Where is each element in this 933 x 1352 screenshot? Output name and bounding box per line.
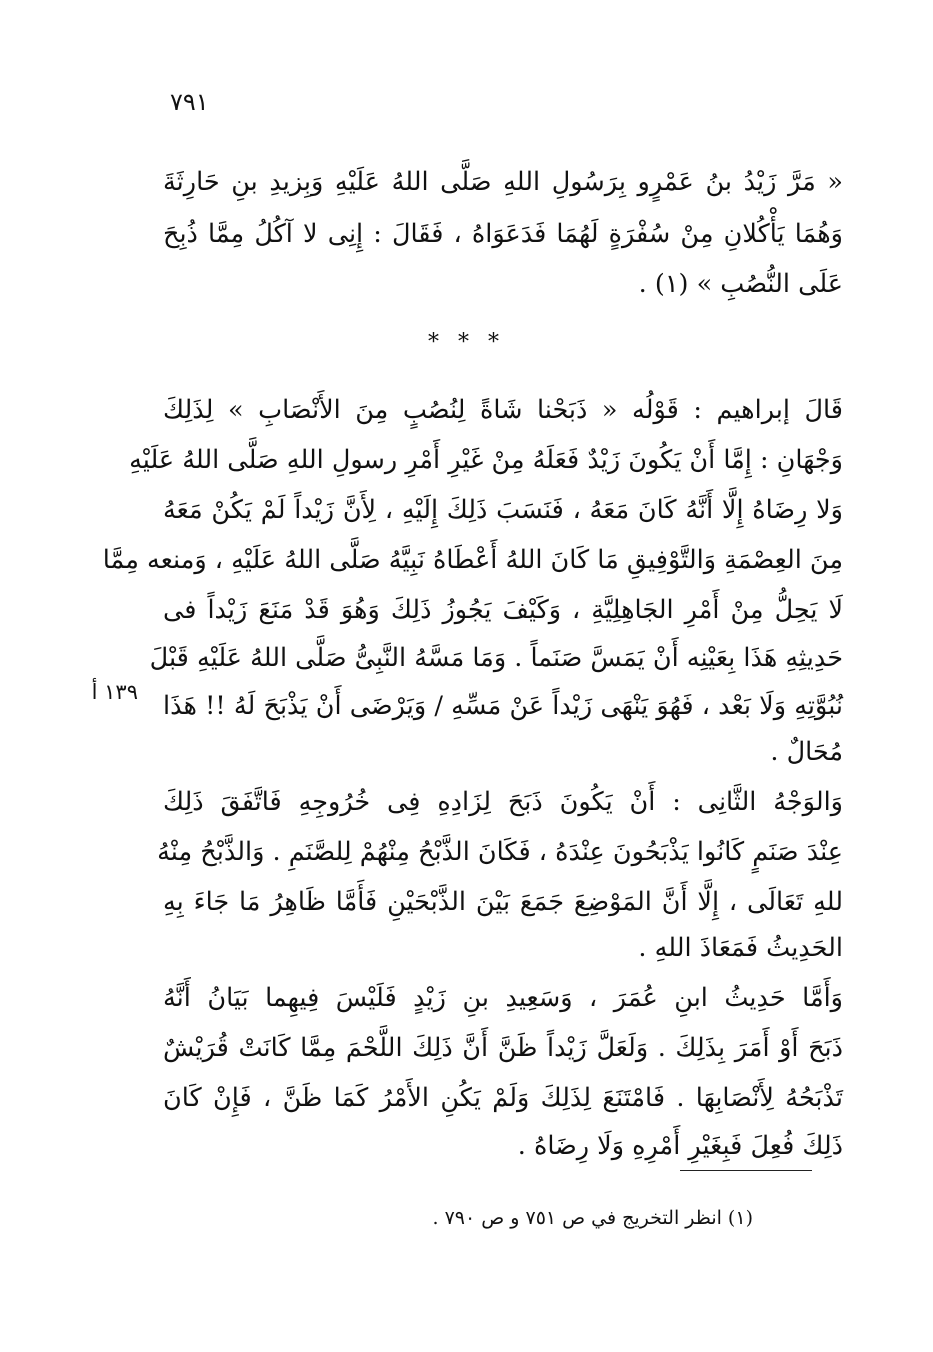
text-line: ذَبَحَ أَوْ أَمَرَ بِذَلِكَ . وَلَعَلَّ زَيْداً ظَنَّ أَنَّ ذَلِكَ اللَّحْمَ مِمَّا كَانَتْ قُرَيْشٌ (163, 1033, 843, 1063)
text-line: مُحَالٌ . (770, 737, 843, 767)
text-line: قَالَ إبراهيم : قَوْلُه « ذَبَحْنا شَاةً لِنُصُبٍ مِنَ الأَنْصَابِ » لِذَلِكَ (163, 395, 843, 425)
footnote-rule (680, 1170, 812, 1171)
text-line: مِنَ العِصْمَةِ وَالتَّوْفِيقِ مَا كَانَ اللهُ أَعْطَاهُ نَبِيَّهُ صَلَّى اللهُ عَلَيْهِ ، وَمنعه مِمَّا (102, 545, 843, 575)
footnote: (١) انظر التخريج في ص ٧٥١ و ص ٧٩٠ . (432, 1207, 753, 1229)
text-line: للهِ تَعَالَى ، إِلَّا أَنَّ المَوْضِعَ جَمَعَ بَيْنَ الذَّبْحَيْنِ فَأَمَّا ظَاهِرُ مَا جَاءَ بِهِ (163, 887, 843, 917)
margin-note: ١٣٩ أ (91, 680, 138, 704)
text-line: وَلا رِضَاهُ إِلَّا أَنَّهُ كَانَ مَعَهُ ، فَنَسَبَ ذَلِكَ إِلَيْهِ ، لِأَنَّ زَيْداً لَمْ يَكُنْ مَعَهُ (163, 495, 843, 525)
text-line: وَهُمَا يَأْكُلانِ مِنْ سُفْرَةٍ لَهُمَا فَدَعَوَاهُ ، فَقَالَ : إِنِى لا آكُلُ مِمَّا ذُبِحَ (163, 219, 843, 249)
text-line: « مَرَّ زَيْدُ بنُ عَمْرٍو بِرَسُولِ اللهِ صَلَّى اللهُ عَلَيْهِ وَبِزيدِ بنِ حَارِثَةَ (163, 167, 843, 197)
text-line: لَا يَحِلُّ مِنْ أَمْرِ الجَاهِلِيَّةِ ، وَكَيْفَ يَجُوزُ ذَلِكَ وَهُوَ قَدْ مَنَعَ زَيْداً فى (163, 595, 843, 625)
page-number: ٧٩١ (170, 88, 209, 116)
text-line: وَالوَجْهُ الثَّانِى : أَنْ يَكُونَ ذَبَحَ لِزَادِهِ فِى خُرُوجِهِ فَاتَّفَقَ ذَلِكَ (163, 787, 843, 817)
text-line: تَذْبَحُهُ لِأَنْصَابِهَا . فَامْتَنَعَ لِذَلِكَ وَلَمْ يَكُنِ الأَمْرُ كَمَا ظَنَّ ، فَإِنْ كَانَ (163, 1083, 843, 1113)
text-line: ذَلِكَ فُعِلَ فَبِغَيْرِ أَمْرِهِ وَلَا رِضَاهُ . (517, 1131, 843, 1161)
section-separator: * * * (428, 330, 505, 355)
text-line: عِنْدَ صَنَمٍ كَانُوا يَذْبَحُونَ عِنْدَهُ ، فَكَانَ الذَّبْحُ مِنْهُمْ لِلصَّنَمِ . وَالذَّبْحُ مِنْهُ (157, 837, 843, 867)
text-line: وَأَمَّا حَدِيثُ ابنِ عُمَرَ ، وَسَعِيدِ بنِ زَيْدٍ فَلَيْسَ فِيهِما بَيَانُ أَنَّهُ (163, 983, 843, 1013)
text-line: وَجْهَانِ : إِمَّا أَنْ يَكُونَ زَيْدٌ فَعَلَهُ مِنْ غَيْرِ أَمْرِ رسولِ اللهِ صَلَّى اللهُ عَلَيْهِ (129, 445, 843, 475)
text-line: الحَدِيثُ فَمَعَاذَ اللهِ . (638, 933, 843, 963)
text-line: عَلَى النُّصُبِ » (١) . (638, 269, 843, 299)
text-line: حَدِيثِهِ هَذَا بِعَيْنِه أَنْ يَمَسَّ صَنَماً . وَمَا مَسَّهُ النَّبِىُّ صَلَّى اللهُ عَلَيْهِ قَبْلَ (149, 643, 843, 673)
text-line: نُبُوَّتِهِ وَلَا بَعْد ، فَهُوَ يَنْهَى زَيْداً عَنْ مَسِّهِ / وَيَرْضَى أَنْ يَذْبَحَ لَهُ !! هَذَا (163, 691, 843, 721)
